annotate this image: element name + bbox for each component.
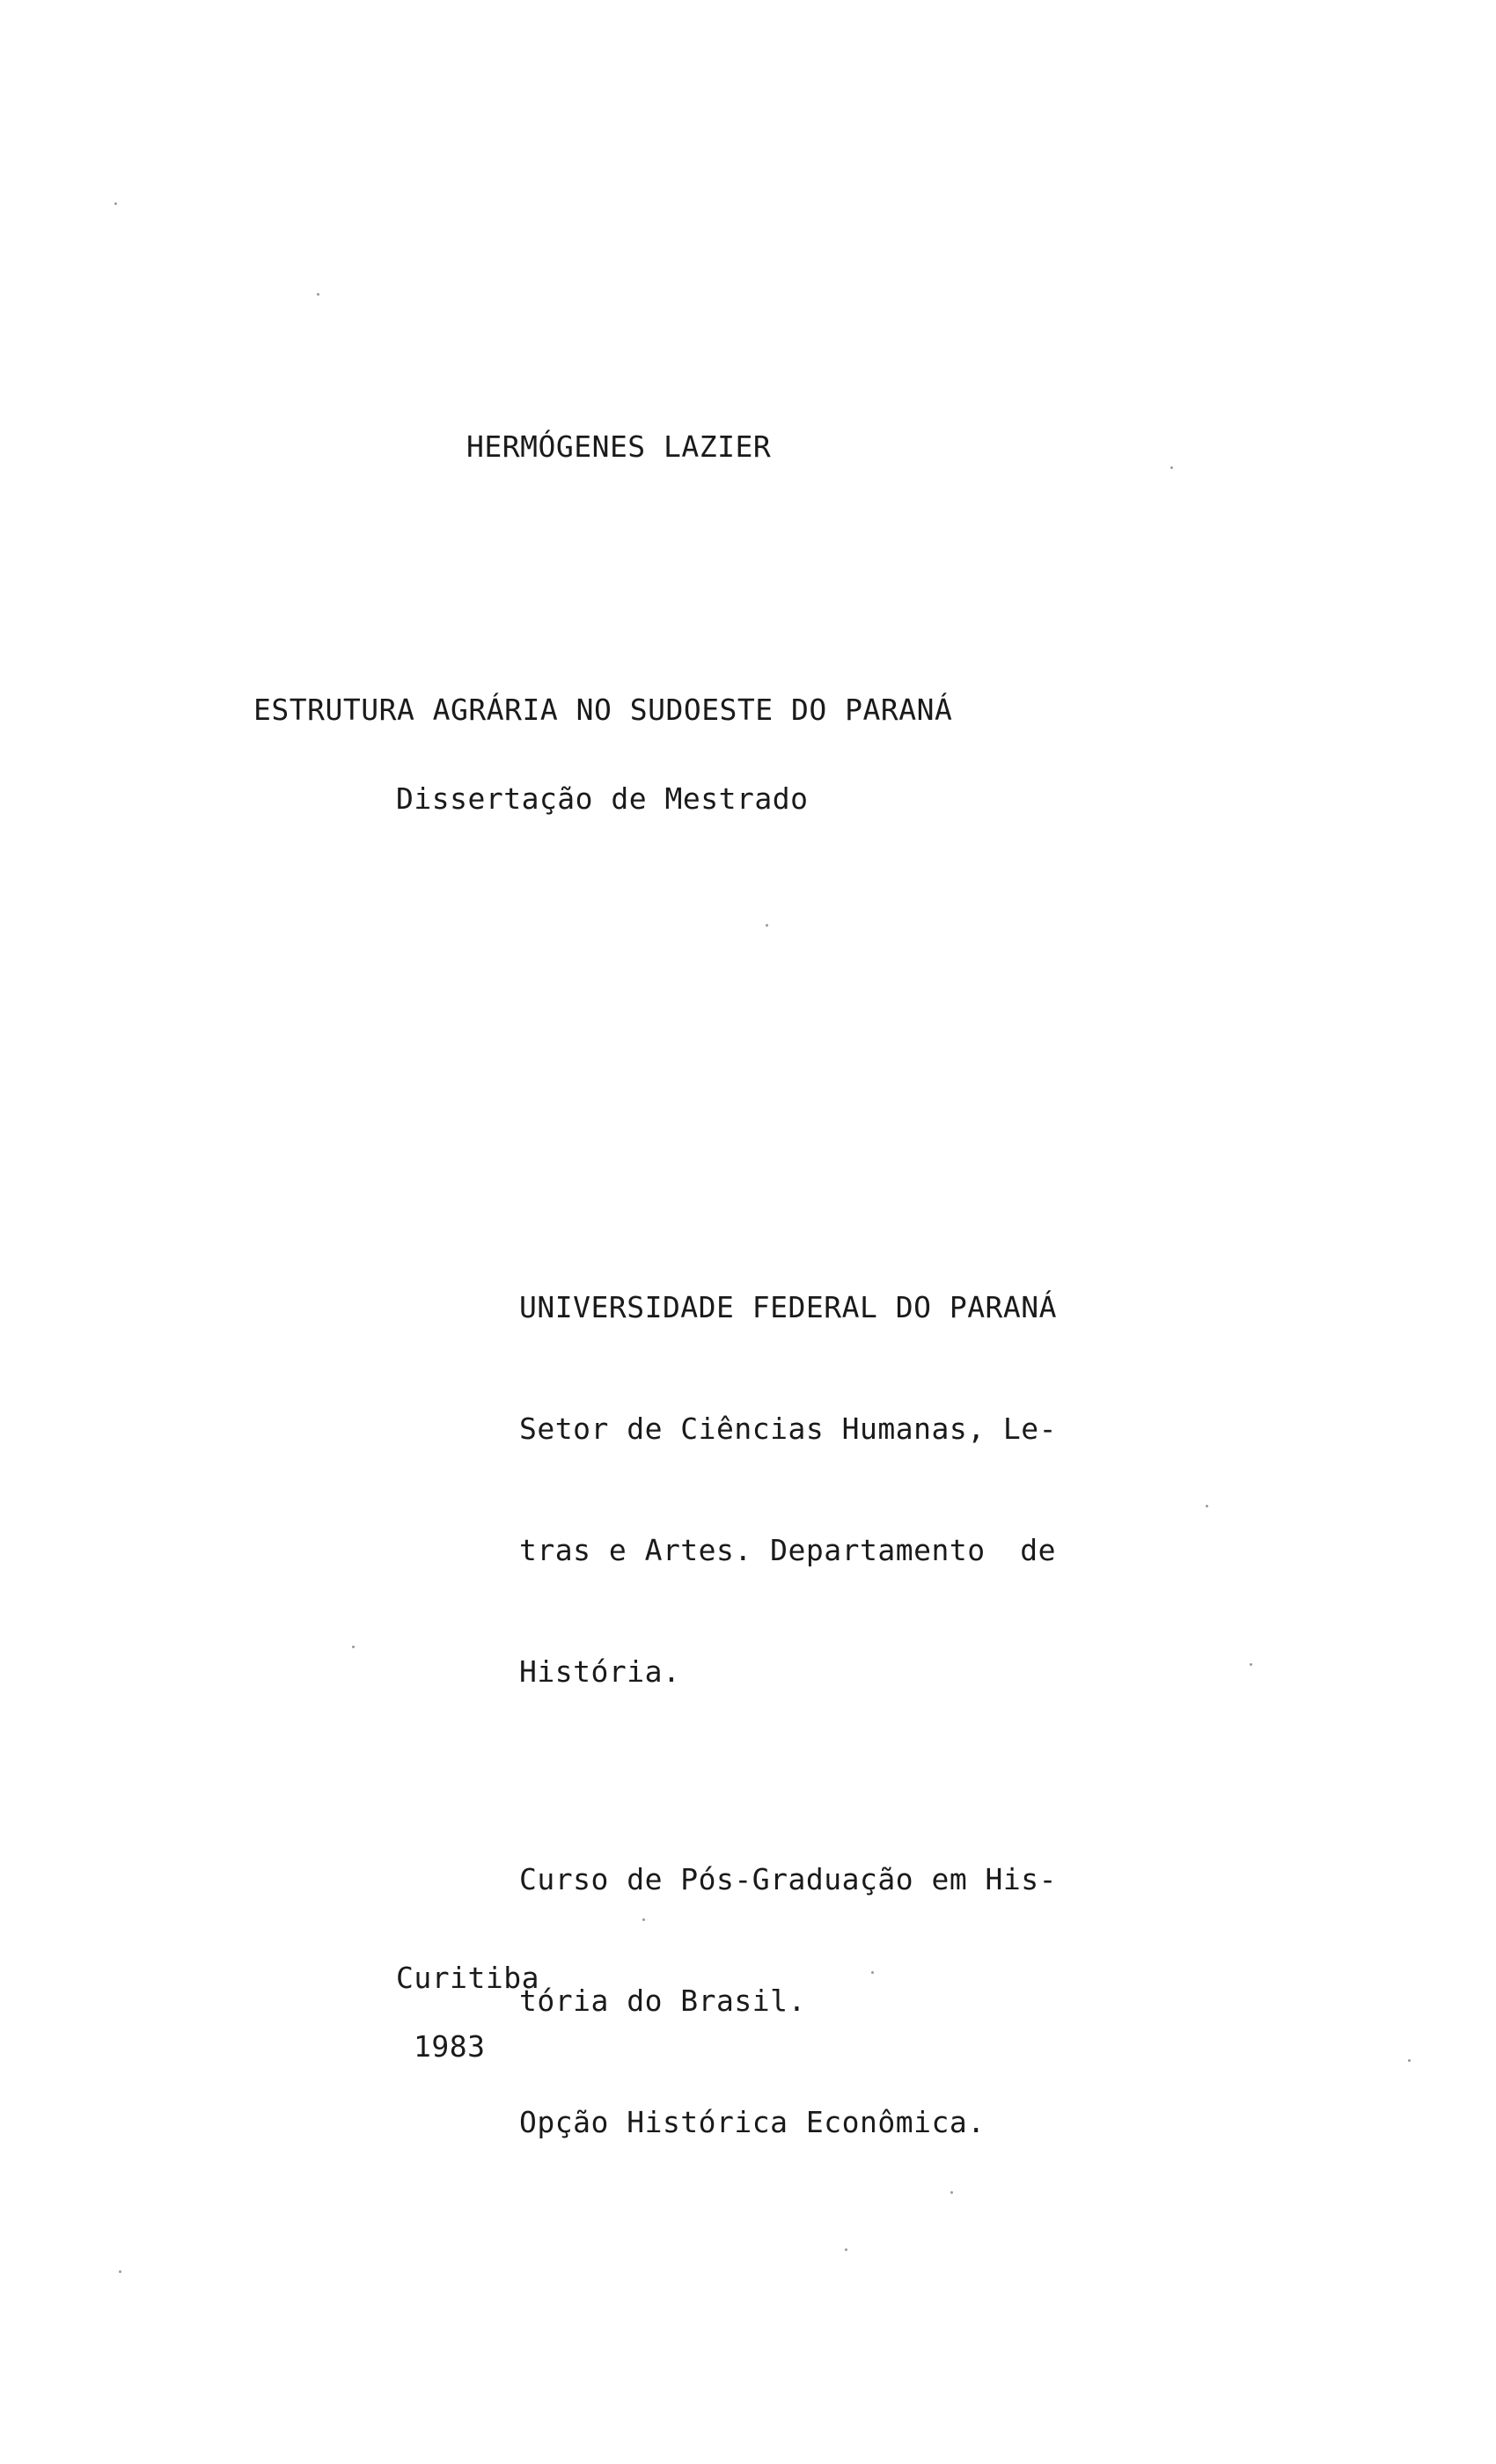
- city: Curitiba: [396, 1961, 539, 1995]
- course-line-2: tória do Brasil.: [519, 1984, 806, 2018]
- year: 1983: [414, 2029, 486, 2064]
- scan-speck: [352, 1646, 355, 1648]
- scan-speck: [845, 2248, 847, 2251]
- scan-speck: [119, 2270, 121, 2273]
- scan-speck: [950, 2191, 953, 2194]
- sector-line-1: Setor de Ciências Humanas, Le-: [519, 1412, 1058, 1446]
- scan-speck: [871, 1971, 874, 1974]
- option-line: Opção Histórica Econômica.: [519, 2105, 986, 2139]
- scan-speck: [1408, 2059, 1411, 2062]
- paragraph-gap: [519, 1767, 1056, 1785]
- sector-line-2: [519, 1524, 1056, 1577]
- dissertation-title: ESTRUTURA AGRÁRIA NO SUDOESTE DO PARANÁ: [253, 693, 953, 727]
- scan-speck: [317, 293, 319, 296]
- scan-speck: [642, 1918, 645, 1921]
- scan-speck: [766, 924, 768, 927]
- scan-speck: [1206, 1505, 1208, 1507]
- sector-line-2a: tras e Artes. Departamento: [519, 1533, 986, 1567]
- author-name: HERMÓGENES LAZIER: [466, 429, 772, 464]
- university-name: UNIVERSIDADE FEDERAL DO PARANÁ: [519, 1290, 1058, 1324]
- institution-block: [519, 1213, 1056, 2218]
- scan-speck: [1170, 466, 1173, 469]
- dissertation-type: Dissertação de Mestrado: [396, 781, 809, 816]
- sector-line-3: História.: [519, 1654, 681, 1689]
- course-line-1: Curso de Pós-Graduação em His-: [519, 1862, 1058, 1896]
- scan-speck: [1250, 1663, 1252, 1666]
- scan-speck: [114, 202, 117, 205]
- sector-line-2b: de: [1020, 1533, 1056, 1567]
